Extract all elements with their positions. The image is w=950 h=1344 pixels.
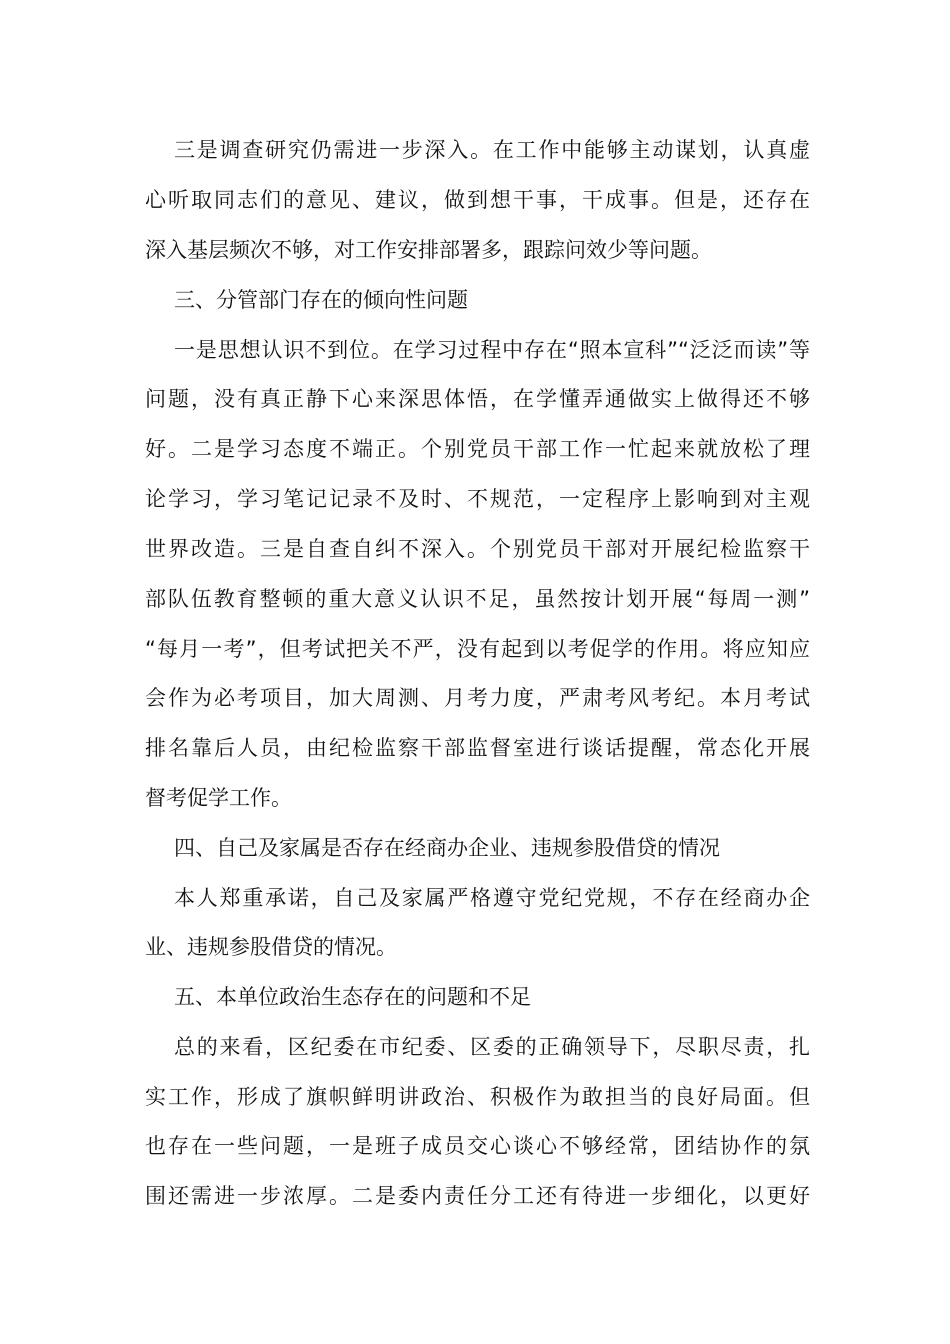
paragraph-line: 好。二是学习态度不端正。个别党员干部工作一忙起来就放松了理 xyxy=(145,437,810,461)
paragraph-line: 实工作，形成了旗帜鲜明讲政治、积极作为敢担当的良好局面。但 xyxy=(145,1085,810,1109)
paragraph-line: 也存在一些问题，一是班子成员交心谈心不够经常，团结协作的氛 xyxy=(145,1134,810,1158)
paragraph-line: 一是思想认识不到位。在学习过程中存在“照本宣科”“泛泛而读”等 xyxy=(174,338,810,362)
paragraph-line: 督考促学工作。 xyxy=(145,786,292,810)
paragraph-line: 部队伍教育整顿的重大意义认识不足，虽然按计划开展“每周一测” xyxy=(145,587,810,611)
paragraph-line: 论学习，学习笔记记录不及时、不规范，一定程序上影响到对主观 xyxy=(145,487,810,511)
paragraph-line: 问题，没有真正静下心来深思体悟，在学懂弄通做实上做得还不够 xyxy=(145,387,810,411)
paragraph-line: 世界改造。三是自查自纠不深入。个别党员干部对开展纪检监察干 xyxy=(145,537,810,561)
paragraph-line: 排名靠后人员，由纪检监察干部监督室进行谈话提醒，常态化开展 xyxy=(145,736,810,760)
section-heading: 三、分管部门存在的倾向性问题 xyxy=(174,288,468,312)
paragraph-line: 心听取同志们的意见、建议，做到想干事，干成事。但是，还存在 xyxy=(145,188,810,212)
paragraph-line: 围还需进一步浓厚。二是委内责任分工还有待进一步细化，以更好 xyxy=(145,1184,810,1208)
section-heading: 五、本单位政治生态存在的问题和不足 xyxy=(174,985,531,1009)
paragraph-line: 会作为必考项目，加大周测、月考力度，严肃考风考纪。本月考试 xyxy=(145,686,810,710)
paragraph-line: “每月一考”，但考试把关不严，没有起到以考促学的作用。将应知应 xyxy=(145,637,810,661)
paragraph-line: 业、违规参股借贷的情况。 xyxy=(145,935,397,959)
paragraph-line: 总的来看，区纪委在市纪委、区委的正确领导下，尽职尽责，扎 xyxy=(174,1035,810,1059)
paragraph-line: 三是调查研究仍需进一步深入。在工作中能够主动谋划，认真虚 xyxy=(174,138,810,162)
paragraph-line: 深入基层频次不够，对工作安排部署多，跟踪问效少等问题。 xyxy=(145,238,712,262)
section-heading: 四、自己及家属是否存在经商办企业、违规参股借贷的情况 xyxy=(174,836,720,860)
paragraph-line: 本人郑重承诺，自己及家属严格遵守党纪党规，不存在经商办企 xyxy=(174,886,810,910)
